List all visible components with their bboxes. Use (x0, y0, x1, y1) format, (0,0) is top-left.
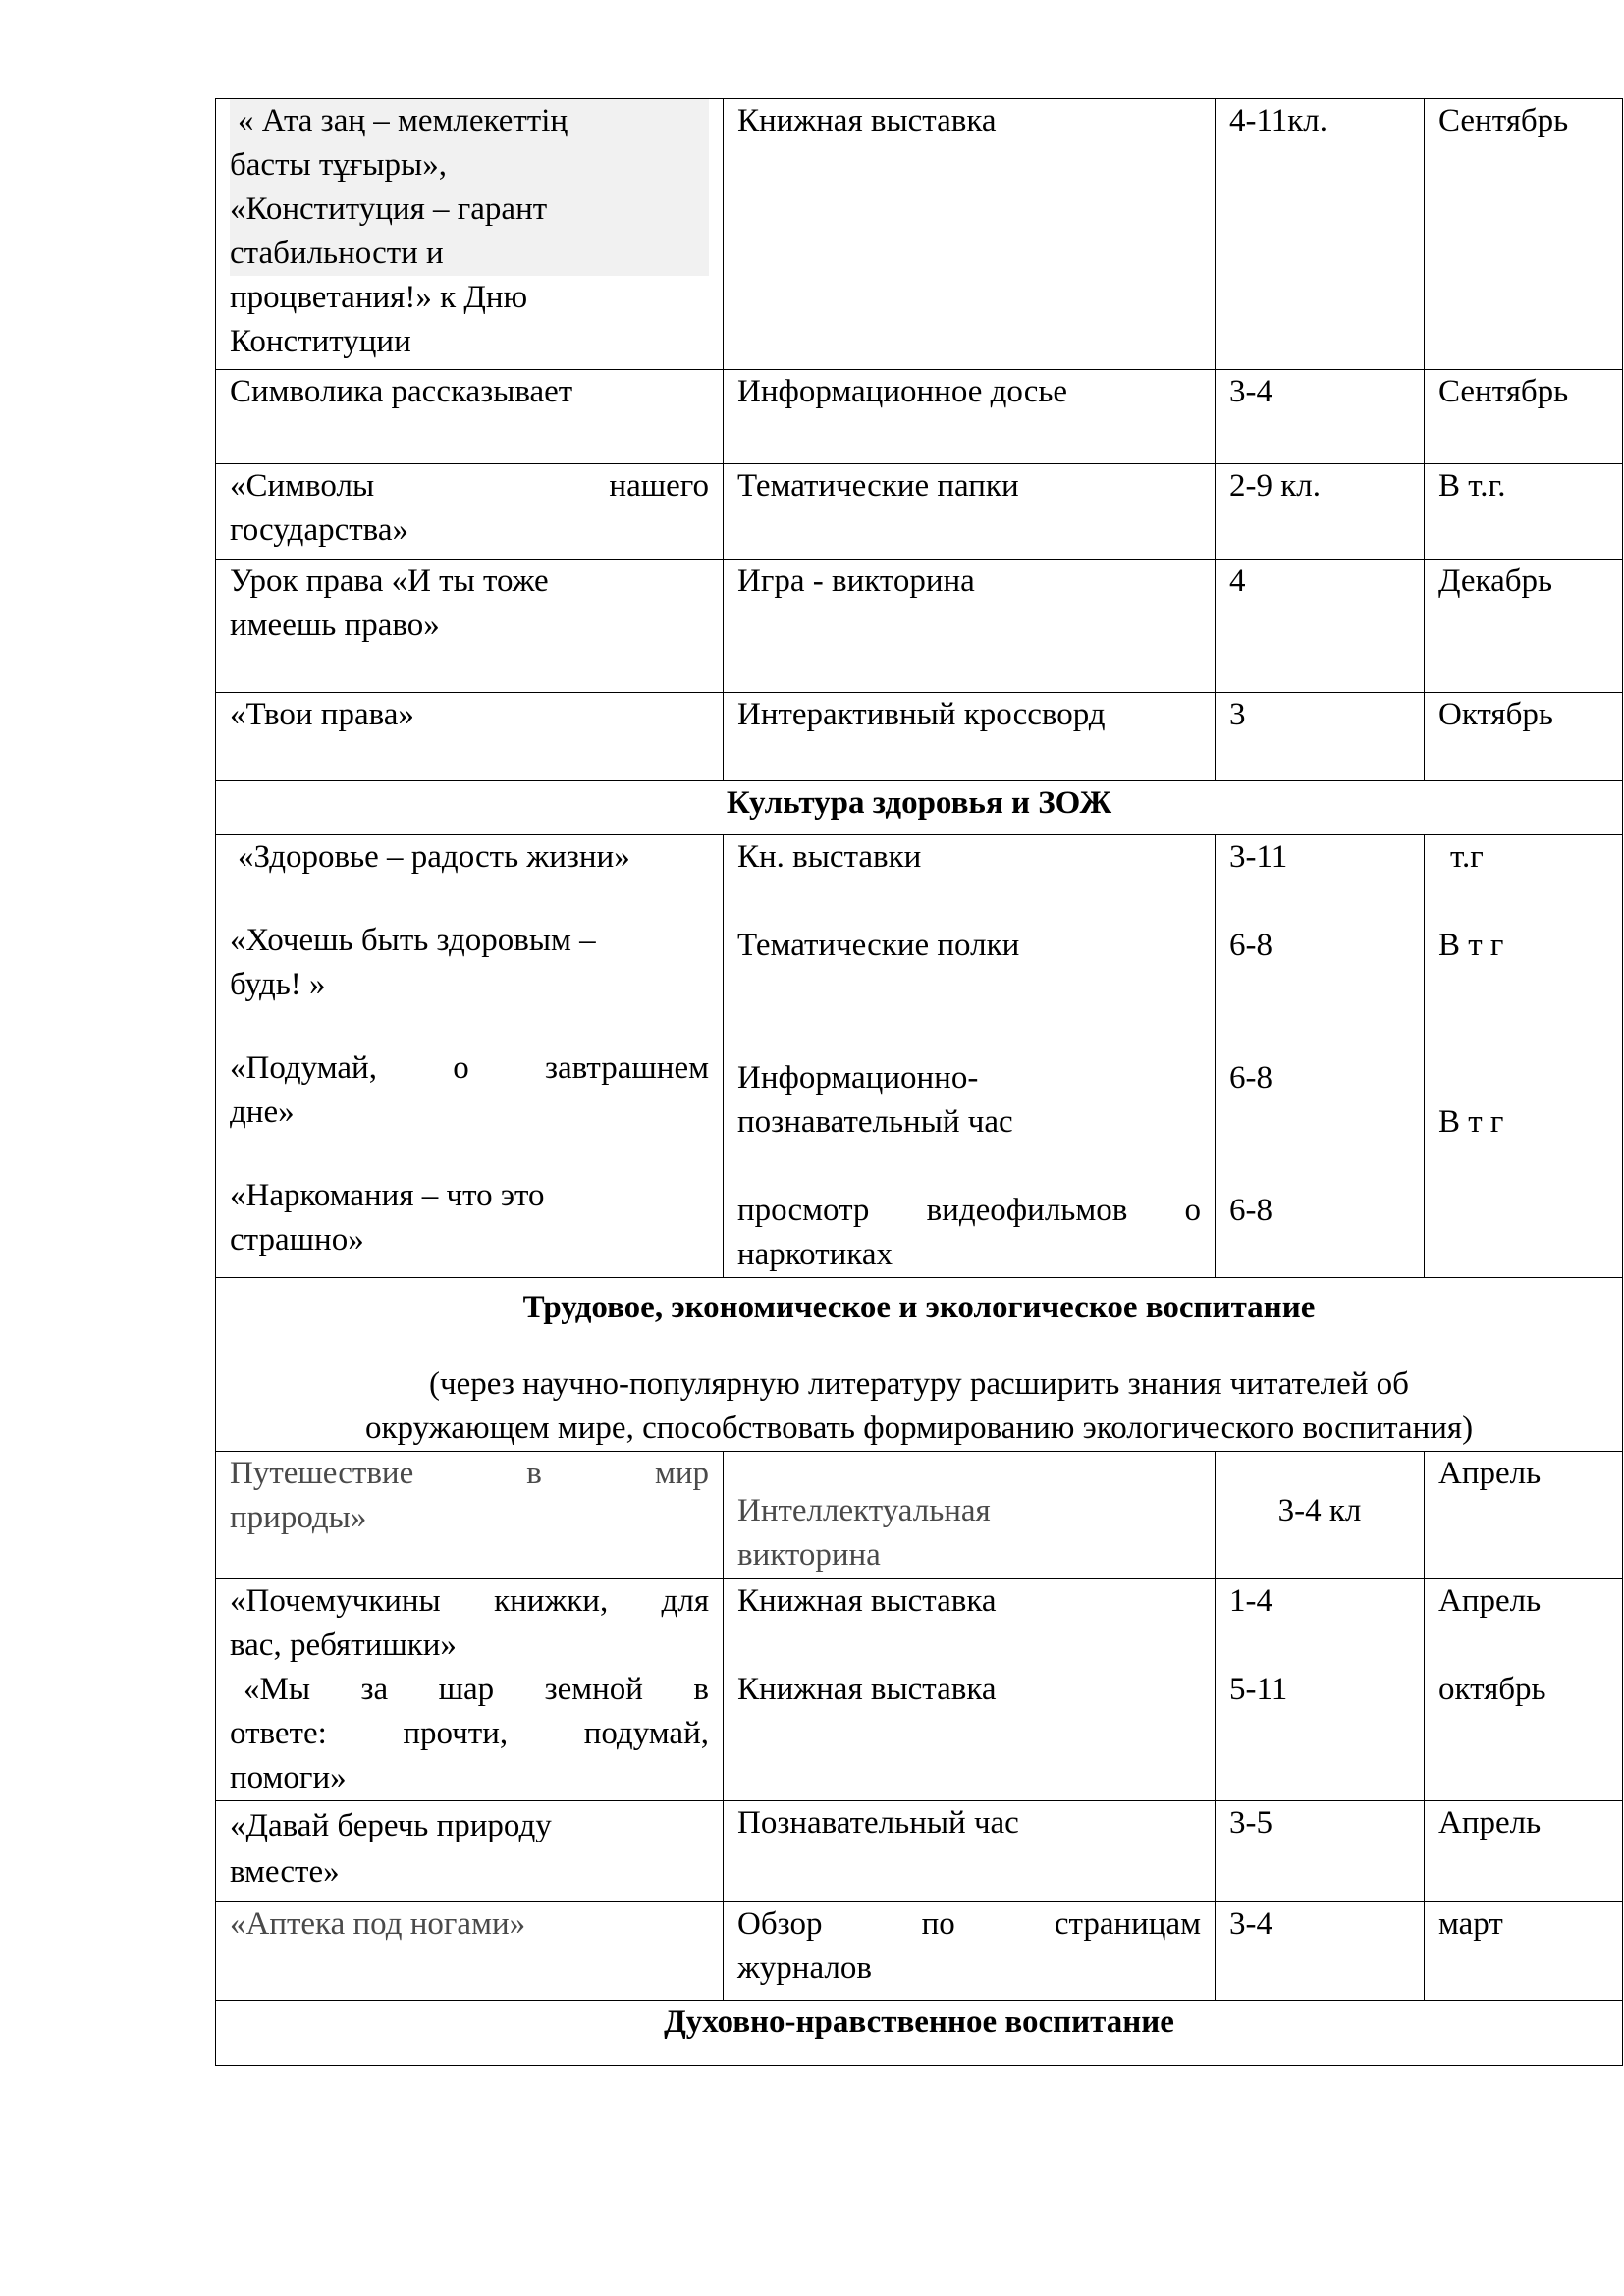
event-line: дне» (230, 1095, 295, 1130)
event-line: «Хочешь быть здоровым – (230, 923, 596, 958)
event-line: процветания!» к Дню (230, 280, 528, 315)
date-cell: март (1425, 1902, 1623, 2001)
event-cell (216, 835, 724, 1278)
event-line: «Наркомания – что это (230, 1178, 545, 1213)
classes-cell: 3-4 (1216, 370, 1425, 464)
date-line: октябрь (1438, 1672, 1546, 1707)
classes-cell: 3 (1216, 693, 1425, 781)
form-line: познавательный час (737, 1104, 1013, 1140)
event-line: Путешествие в мир (230, 1456, 709, 1491)
date-line: В т г (1438, 1104, 1504, 1140)
form-line: просмотр видеофильмов о (737, 1193, 1201, 1228)
classes-cell: 3-4 кл (1216, 1452, 1425, 1579)
event-line: Урок права «И ты тоже (230, 563, 549, 599)
table-row (216, 1579, 1623, 1801)
table-row (216, 835, 1623, 1278)
event-line: «Символы нашего (230, 468, 709, 504)
classes-cell: 3-5 (1216, 1801, 1425, 1902)
event-line: вас, ребятишки» (230, 1628, 457, 1663)
form-cell: Тематические папки (724, 464, 1216, 560)
event-line: государства» (230, 512, 408, 548)
date-cell: В т.г. (1425, 464, 1623, 560)
event-cell (216, 464, 724, 560)
classes-cell: 4 (1216, 560, 1425, 693)
event-line: «Подумай, о завтрашнем (230, 1050, 709, 1086)
section-title-labor-text: Трудовое, экономическое и экологическое воспитание (522, 1290, 1316, 1325)
classes-cell: 3-4 (1216, 1902, 1425, 2001)
form-cell: Книжная выставка (724, 99, 1216, 370)
form-line: Книжная выставка (737, 1583, 997, 1619)
section-note-line: (через научно-популярную литературу расширить знания читателей об (429, 1366, 1409, 1402)
form-line: Книжная выставка (737, 1672, 997, 1707)
table-row (216, 1801, 1623, 1902)
table-row (216, 370, 1623, 464)
table-row (216, 560, 1623, 693)
event-line: стабильности и (230, 232, 709, 276)
classes-cell: 2-9 кл. (1216, 464, 1425, 560)
date-cell: Сентябрь (1425, 99, 1623, 370)
form-line: викторина (737, 1537, 881, 1573)
form-line: наркотиках (737, 1237, 893, 1272)
table-row (216, 1452, 1623, 1579)
event-line: Конституции (230, 324, 411, 359)
form-line: Информационно- (737, 1060, 979, 1095)
date-cell: Декабрь (1425, 560, 1623, 693)
date-cell: Октябрь (1425, 693, 1623, 781)
date-cell: Апрель (1425, 1801, 1623, 1902)
classes-line: 6-8 (1229, 1193, 1272, 1228)
classes-line: 6-8 (1229, 1060, 1272, 1095)
form-cell: Игра - викторина (724, 560, 1216, 693)
classes-line: 6-8 (1229, 928, 1272, 963)
classes-line: 5-11 (1229, 1672, 1288, 1707)
event-line: природы» (230, 1500, 367, 1535)
event-line: «Здоровье – радость жизни» (238, 839, 630, 875)
form-line: журналов (737, 1950, 872, 1986)
section-title-spiritual: Духовно-нравственное воспитание (216, 2001, 1623, 2066)
date-line: Апрель (1438, 1583, 1542, 1619)
event-line: «Мы за шар земной в (244, 1672, 709, 1707)
event-line: вместе» (230, 1854, 340, 1890)
event-line: имеешь право» (230, 608, 440, 643)
table-row (216, 693, 1623, 781)
event-cell: «Твои права» (216, 693, 724, 781)
events-plan-table (215, 98, 1623, 2066)
classes-cell (1216, 1579, 1425, 1801)
classes-line: 1-4 (1229, 1583, 1272, 1619)
event-cell (216, 1801, 724, 1902)
form-line: Тематические полки (737, 928, 1020, 963)
event-line: «Конституция – гарант (230, 187, 709, 232)
form-cell (724, 835, 1216, 1278)
classes-cell (1216, 835, 1425, 1278)
form-cell: Познавательный час (724, 1801, 1216, 1902)
section-header-row (216, 1278, 1623, 1452)
event-line: будь! » (230, 967, 326, 1002)
date-cell: Сентябрь (1425, 370, 1623, 464)
section-note-line: окружающем мире, способствовать формированию экологического воспитания) (364, 1411, 1474, 1446)
event-line: страшно» (230, 1222, 364, 1257)
classes-cell: 4-11кл. (1216, 99, 1425, 370)
table-row (216, 99, 1623, 370)
event-line: «Давай беречь природу (230, 1808, 552, 1843)
form-cell: Информационное досье (724, 370, 1216, 464)
form-cell (724, 1902, 1216, 2001)
form-line: Кн. выставки (737, 839, 922, 875)
date-line: В т г (1438, 928, 1504, 963)
date-line: т.г (1450, 839, 1484, 875)
event-line: помоги» (230, 1760, 347, 1795)
event-cell (216, 560, 724, 693)
section-header-row (216, 781, 1623, 835)
event-line: ответе: прочти, подумай, (230, 1716, 709, 1751)
section-header-row (216, 2001, 1623, 2066)
event-line: басты тұғыры», (230, 143, 709, 187)
form-line: Обзор по страницам (737, 1906, 1201, 1942)
event-cell (216, 1452, 724, 1579)
section-title-health: Культура здоровья и ЗОЖ (216, 781, 1623, 835)
date-cell: Апрель (1425, 1452, 1623, 1579)
section-title-labor (216, 1278, 1623, 1452)
event-cell: «Аптека под ногами» (216, 1902, 724, 2001)
event-cell: Символика рассказывает (216, 370, 724, 464)
date-cell (1425, 835, 1623, 1278)
date-cell (1425, 1579, 1623, 1801)
form-cell (724, 1452, 1216, 1579)
form-cell (724, 1579, 1216, 1801)
form-line: Интеллектуальная (737, 1493, 991, 1528)
event-line: « Ата заң – мемлекеттің (230, 99, 709, 143)
event-cell (216, 1579, 724, 1801)
event-line: «Почемучкины книжки, для (230, 1583, 709, 1619)
event-cell (216, 99, 724, 370)
table-row (216, 464, 1623, 560)
classes-line: 3-11 (1229, 839, 1288, 875)
table-row (216, 1902, 1623, 2001)
form-cell: Интерактивный кроссворд (724, 693, 1216, 781)
